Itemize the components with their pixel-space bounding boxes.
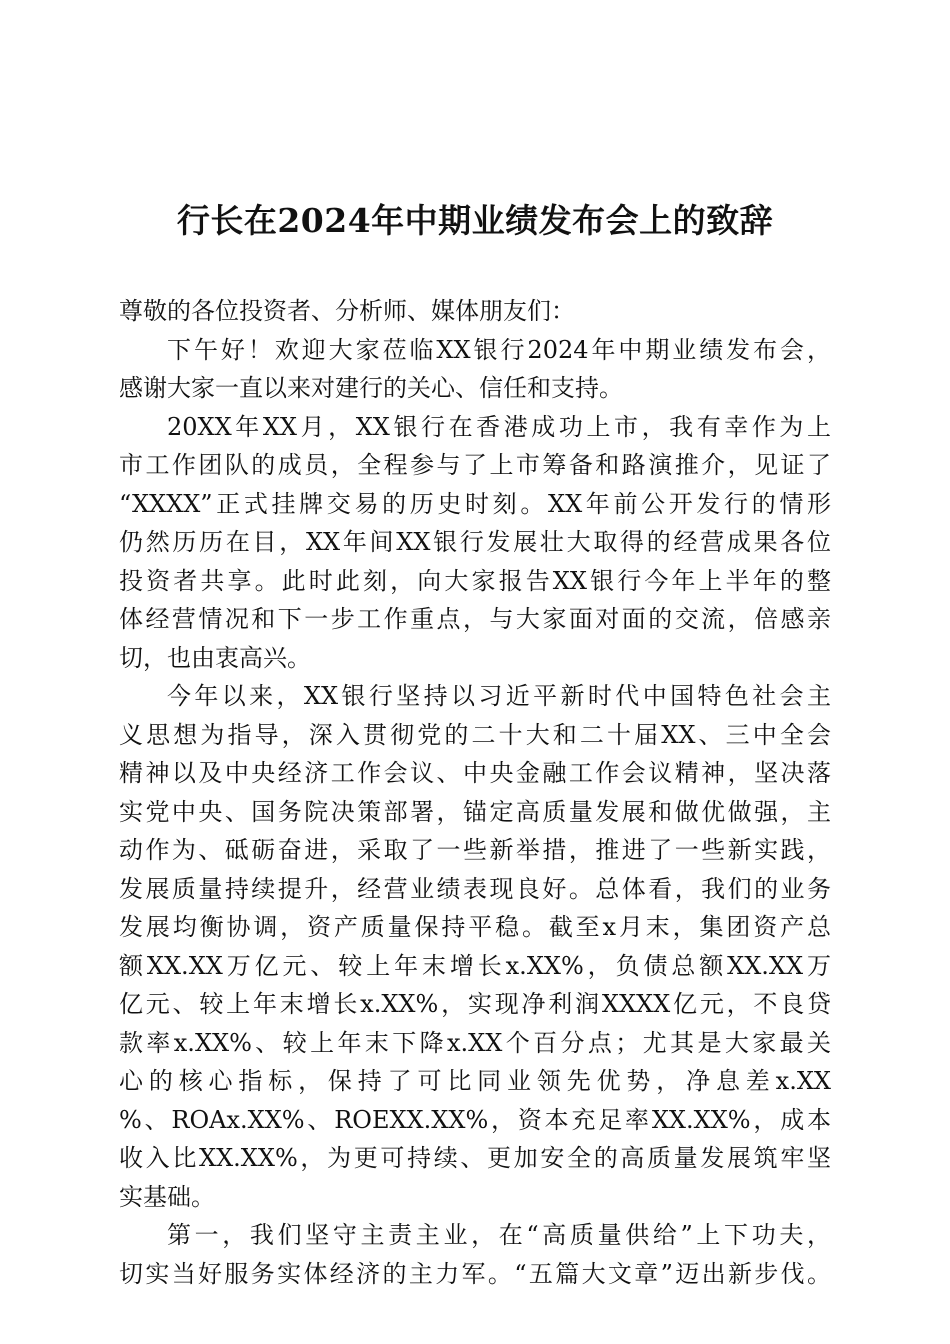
paragraph-line: 义思想为指导，深入贯彻党的二十大和二十届XX、三中全会 [119,720,831,749]
paragraph-line: 仍然历历在目，XX年间XX银行发展壮大取得的经营成果各位 [119,528,831,556]
document-title: 行长在2024年中期业绩发布会上的致辞 [176,201,774,240]
document-body [119,292,831,1293]
paragraph-line: 收入比XX.XX%，为更可持续、更加安全的高质量发展筑牢坚 [119,1144,831,1172]
paragraph-line: 切，也由衷高兴。 [119,643,311,672]
paragraph-line: 感谢大家一直以来对建行的关心、信任和支持。 [119,374,623,402]
paragraph-line: 投资者共享。此时此刻，向大家报告XX银行今年上半年的整 [119,566,831,595]
paragraph-line: 动作为、砥砺奋进，采取了一些新举措，推进了一些新实践， [119,836,831,864]
paragraph-line: %、ROAx.XX%、ROEXX.XX%，资本充足率XX.XX%，成本 [119,1105,831,1134]
paragraph-line: 额XX.XX万亿元、较上年末增长x.XX%，负债总额XX.XX万 [119,951,831,980]
paragraph-line: 心的核心指标，保持了可比同业领先优势，净息差x.XX [119,1067,831,1095]
paragraph-line: 发展均衡协调，资产质量保持平稳。截至x月末，集团资产总 [119,913,831,941]
paragraph-line: 第一，我们坚守主责主业，在“高质量供给”上下功夫， [167,1221,831,1249]
paragraph-line: 精神以及中央经济工作会议、中央金融工作会议精神，坚决落 [119,759,831,787]
paragraph-line: 下午好！欢迎大家莅临XX银行2024年中期业绩发布会， [167,335,831,364]
paragraph-line: 实党中央、国务院决策部署，锚定高质量发展和做优做强，主 [119,797,831,826]
paragraph-line: 市工作团队的成员，全程参与了上市筹备和路演推介，见证了 [119,451,831,479]
paragraph-line: 切实当好服务实体经济的主力军。“五篇大文章”迈出新步伐。 [119,1259,831,1288]
paragraph-line: 款率x.XX%、较上年末下降x.XX个百分点；尤其是大家最关 [119,1028,831,1057]
paragraph-line: 20XX年XX月，XX银行在香港成功上市，我有幸作为上 [167,412,831,441]
paragraph-line: 发展质量持续提升，经营业绩表现良好。总体看，我们的业务 [119,874,831,903]
paragraph-line: 亿元、较上年末增长x.XX%，实现净利润XXXX亿元，不良贷 [119,990,831,1018]
paragraph-line: 今年以来，XX银行坚持以习近平新时代中国特色社会主 [167,682,831,710]
paragraph-line: “XXXX”正式挂牌交易的历史时刻。XX年前公开发行的情形 [119,489,831,518]
paragraph-line: 尊敬的各位投资者、分析师、媒体朋友们： [119,297,575,325]
paragraph-line: 实基础。 [119,1182,215,1211]
paragraph-line: 体经营情况和下一步工作重点，与大家面对面的交流，倍感亲 [119,605,831,633]
